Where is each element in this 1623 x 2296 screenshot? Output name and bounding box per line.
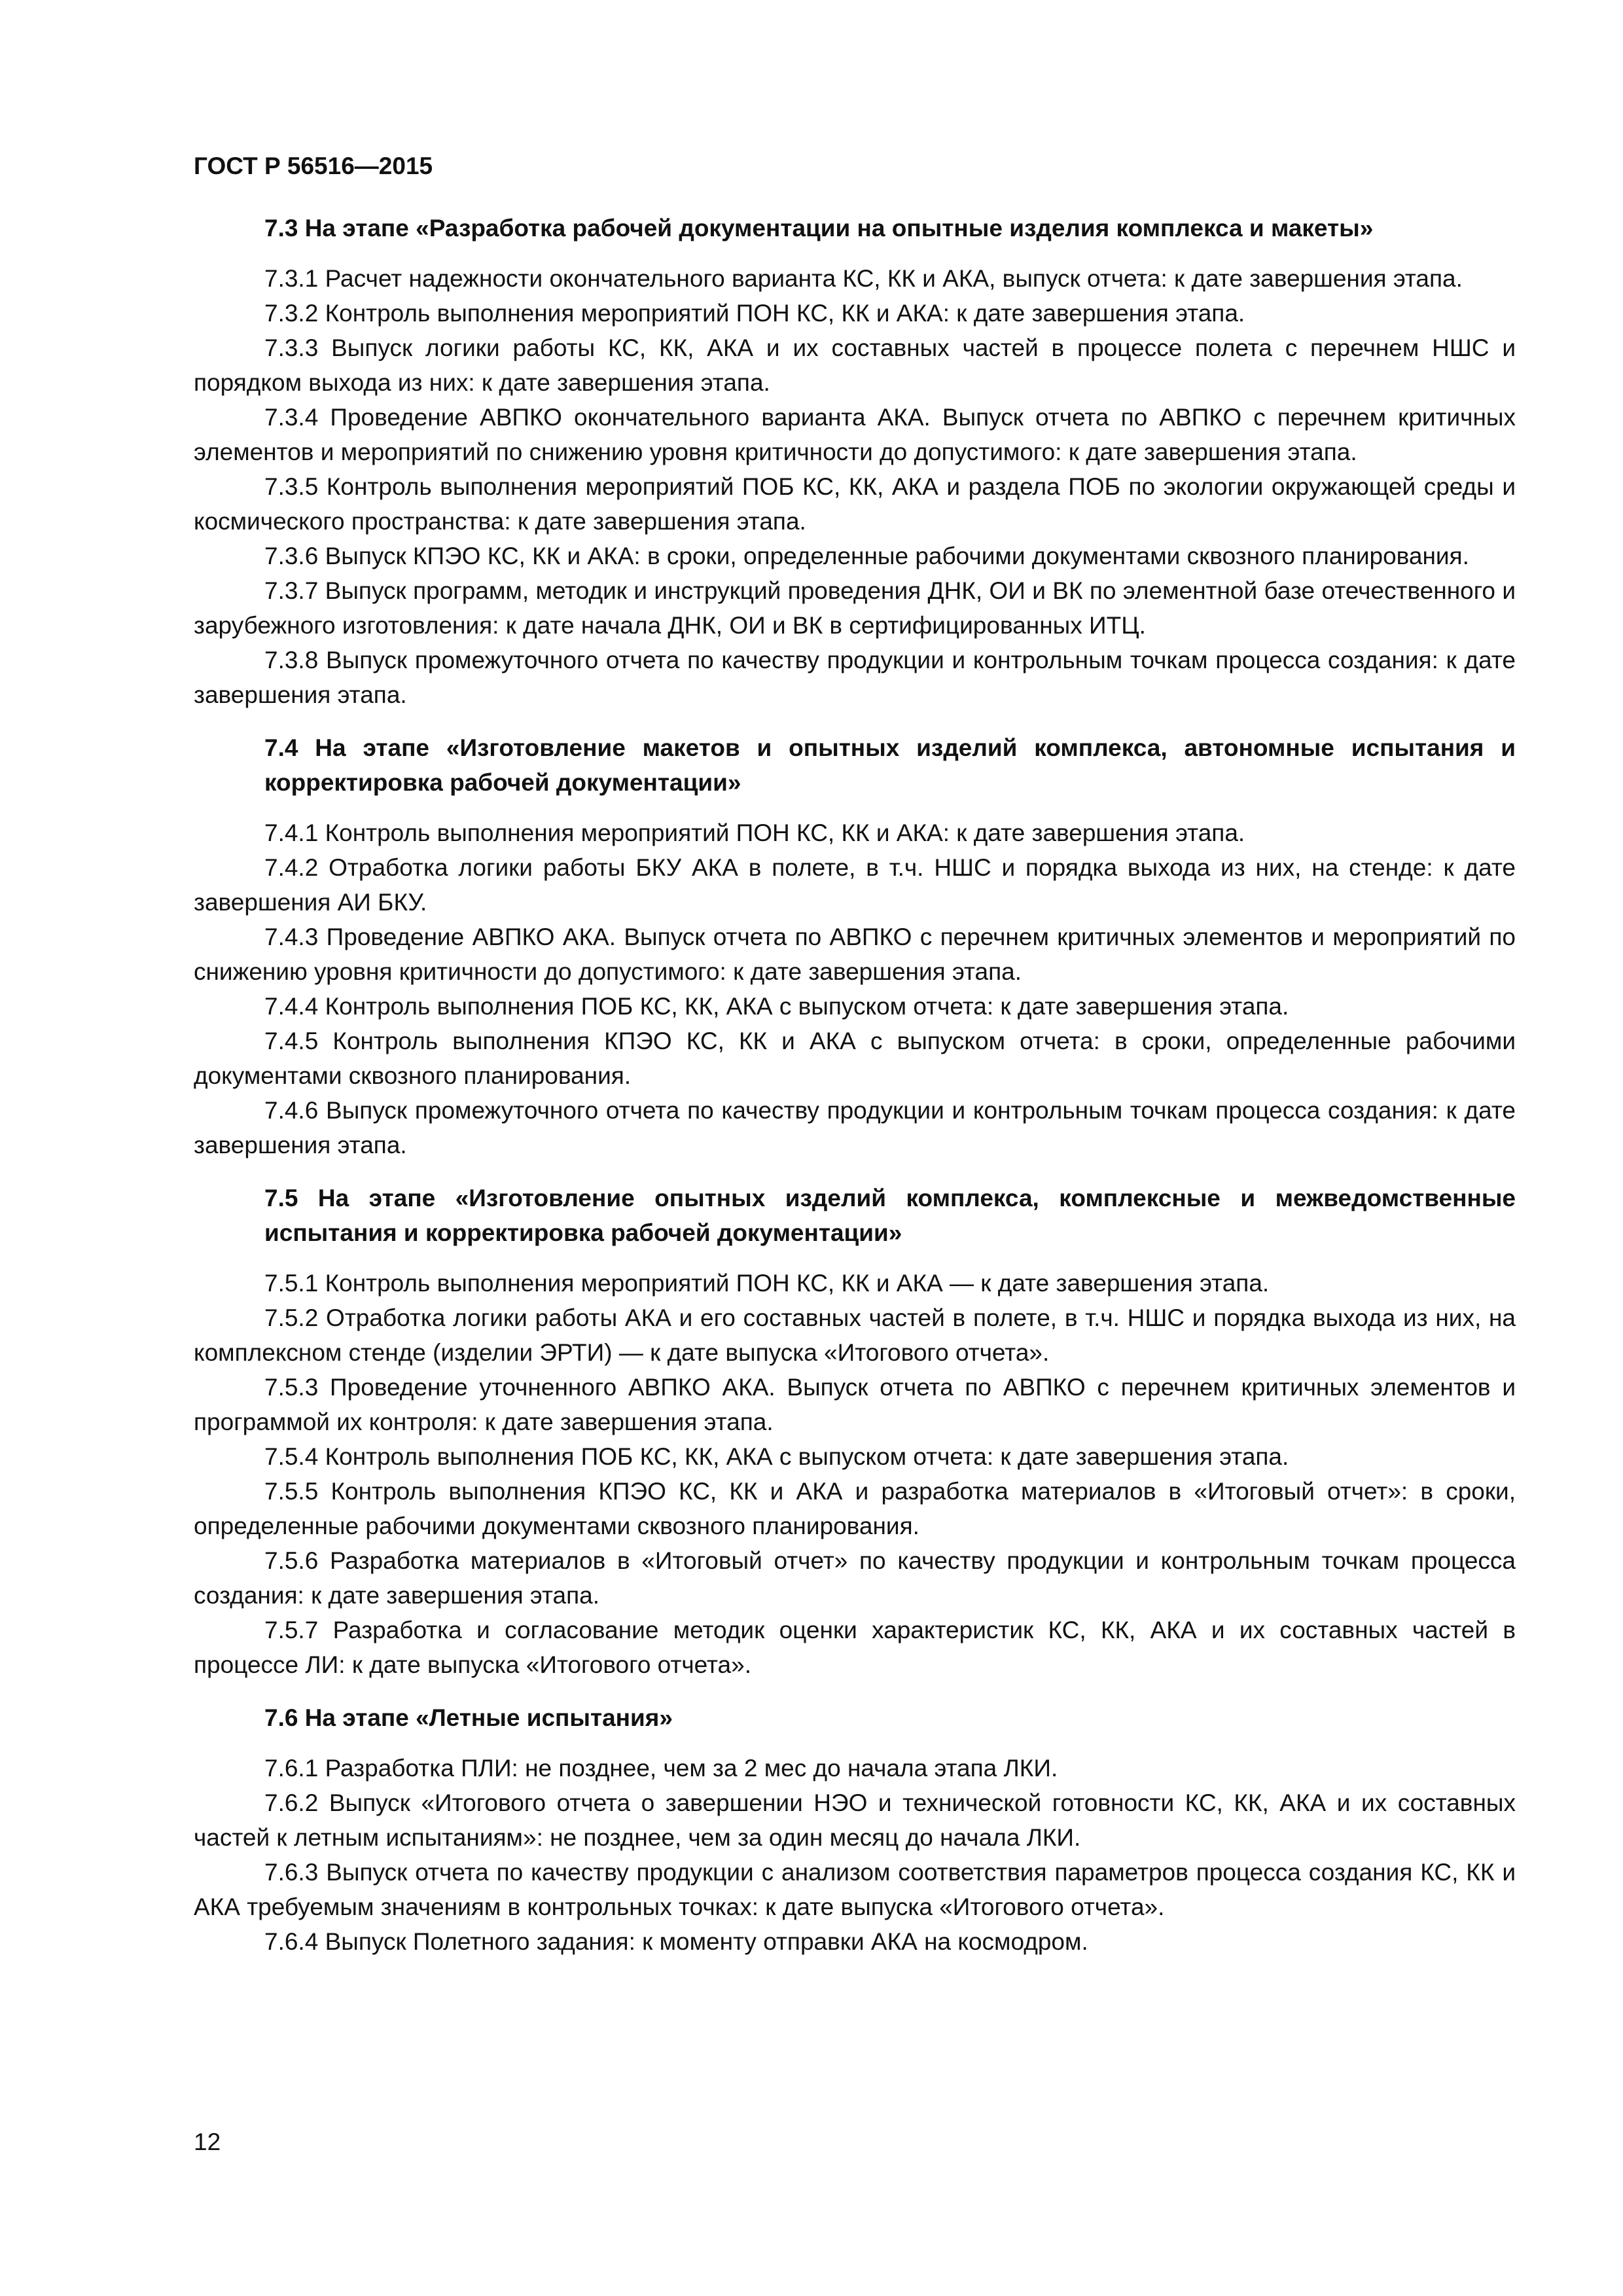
section-items: [194, 261, 1516, 712]
clause-7-6-1: 7.6.1 Разработка ПЛИ: не позднее, чем за 2 мес до начала этапа ЛКИ.: [264, 1755, 1058, 1782]
page-number: 12: [194, 2128, 221, 2155]
clause-7-4-6: 7.4.6 Выпуск промежуточного отчета по качеству продукции и контрольным точкам процесса создания: к дате завершения этапа.: [194, 1097, 1516, 1158]
section-7-5: [194, 1181, 1516, 1682]
section-7-3: [194, 211, 1516, 712]
clause-7-4-5: 7.4.5 Контроль выполнения КПЭО КС, КК и АКА с выпуском отчета: в сроки, определенные рабочими документами сквозного планирования.: [194, 1028, 1516, 1089]
clause-7-4-3: 7.4.3 Проведение АВПКО АКА. Выпуск отчета по АВПКО с перечнем критичных элементов и мероприятий по снижению уровня критичности до допустимого: к дате завершения этапа.: [194, 924, 1516, 985]
section-heading: 7.5 На этапе «Изготовление опытных изделий комплекса, комплексные и межведомственные испытания и корректировка рабочей документации»: [264, 1185, 1516, 1246]
clause-7-4-2: 7.4.2 Отработка логики работы БКУ АКА в полете, в т.ч. НШС и порядка выхода из них, на стенде: к дате завершения АИ БКУ.: [194, 854, 1516, 916]
clause-7-3-1: 7.3.1 Расчет надежности окончательного варианта КС, КК и АКА, выпуск отчета: к дате завершения этапа.: [264, 265, 1463, 292]
clause-7-5-5: 7.5.5 Контроль выполнения КПЭО КС, КК и АКА и разработка материалов в «Итоговый отчет»: в сроки, определенные рабочими документами сквозного планирования.: [194, 1478, 1516, 1539]
clause-7-3-2: 7.3.2 Контроль выполнения мероприятий ПОН КС, КК и АКА: к дате завершения этапа.: [264, 300, 1245, 327]
clause-7-3-7: 7.3.7 Выпуск программ, методик и инструкций проведения ДНК, ОИ и ВК по элементной базе отечественного и зарубежного изготовления: к дате начала ДНК, ОИ и ВК в сертифицированных ИТЦ.: [194, 577, 1516, 639]
clause-7-4-4: 7.4.4 Контроль выполнения ПОБ КС, КК, АКА с выпуском отчета: к дате завершения этапа.: [264, 993, 1289, 1020]
section-7-4: [194, 730, 1516, 1162]
clause-7-5-2: 7.5.2 Отработка логики работы АКА и его составных частей в полете, в т.ч. НШС и порядка выхода из них, на комплексном стенде (изделии ЭРТИ) — к дате выпуска «Итогового отчета».: [194, 1304, 1516, 1366]
clause-7-3-6: 7.3.6 Выпуск КПЭО КС, КК и АКА: в сроки, определенные рабочими документами сквозного планирования.: [264, 543, 1469, 569]
clause-7-6-3: 7.6.3 Выпуск отчета по качеству продукции с анализом соответствия параметров процесса создания КС, КК и АКА требуемым значениям в контрольных точках: к дате выпуска «Итогового отчета».: [194, 1859, 1516, 1920]
clause-7-5-6: 7.5.6 Разработка материалов в «Итоговый отчет» по качеству продукции и контрольным точкам процесса создания: к дате завершения этапа.: [194, 1547, 1516, 1609]
clause-7-5-4: 7.5.4 Контроль выполнения ПОБ КС, КК, АКА с выпуском отчета: к дате завершения этапа.: [264, 1443, 1289, 1470]
clause-7-6-2: 7.6.2 Выпуск «Итогового отчета о завершении НЭО и технической готовности КС, КК, АКА и их составных частей к летным испытаниям»: не позднее, чем за один месяц до начала ЛКИ.: [194, 1789, 1516, 1851]
section-items: [194, 816, 1516, 1162]
section-items: [194, 1266, 1516, 1682]
section-heading: 7.4 На этапе «Изготовление макетов и опытных изделий комплекса, автономные испытания и корректировка рабочей документации»: [264, 734, 1516, 796]
clause-7-5-3: 7.5.3 Проведение уточненного АВПКО АКА. Выпуск отчета по АВПКО с перечнем критичных элементов и программой их контроля: к дате завершения этапа.: [194, 1374, 1516, 1435]
section-heading: 7.6 На этапе «Летные испытания»: [264, 1704, 673, 1731]
clause-7-3-3: 7.3.3 Выпуск логики работы КС, КК, АКА и их составных частей в процессе полета с перечнем НШС и порядком выхода из них: к дате завершения этапа.: [194, 334, 1516, 396]
clause-7-3-8: 7.3.8 Выпуск промежуточного отчета по качеству продукции и контрольным точкам процесса создания: к дате завершения этапа.: [194, 647, 1516, 708]
section-heading: 7.3 На этапе «Разработка рабочей документации на опытные изделия комплекса и макеты»: [264, 215, 1374, 242]
clause-7-5-1: 7.5.1 Контроль выполнения мероприятий ПОН КС, КК и АКА — к дате завершения этапа.: [264, 1270, 1270, 1297]
document-body: [194, 211, 1516, 1977]
document-code: ГОСТ Р 56516—2015: [194, 152, 433, 179]
clause-7-4-1: 7.4.1 Контроль выполнения мероприятий ПОН КС, КК и АКА: к дате завершения этапа.: [264, 819, 1245, 846]
clause-7-3-4: 7.3.4 Проведение АВПКО окончательного варианта АКА. Выпуск отчета по АВПКО с перечнем критичных элементов и мероприятий по снижению уровня критичности до допустимого: к дате завершения этапа.: [194, 404, 1516, 465]
section-items: [194, 1751, 1516, 1959]
section-7-6: [194, 1700, 1516, 1959]
clause-7-5-7: 7.5.7 Разработка и согласование методик оценки характеристик КС, КК, АКА и их составных частей в процессе ЛИ: к дате выпуска «Итогового отчета».: [194, 1617, 1516, 1678]
clause-7-3-5: 7.3.5 Контроль выполнения мероприятий ПОБ КС, КК, АКА и раздела ПОБ по экологии окружающей среды и космического пространства: к дате завершения этапа.: [194, 473, 1516, 535]
clause-7-6-4: 7.6.4 Выпуск Полетного задания: к моменту отправки АКА на космодром.: [264, 1928, 1088, 1955]
